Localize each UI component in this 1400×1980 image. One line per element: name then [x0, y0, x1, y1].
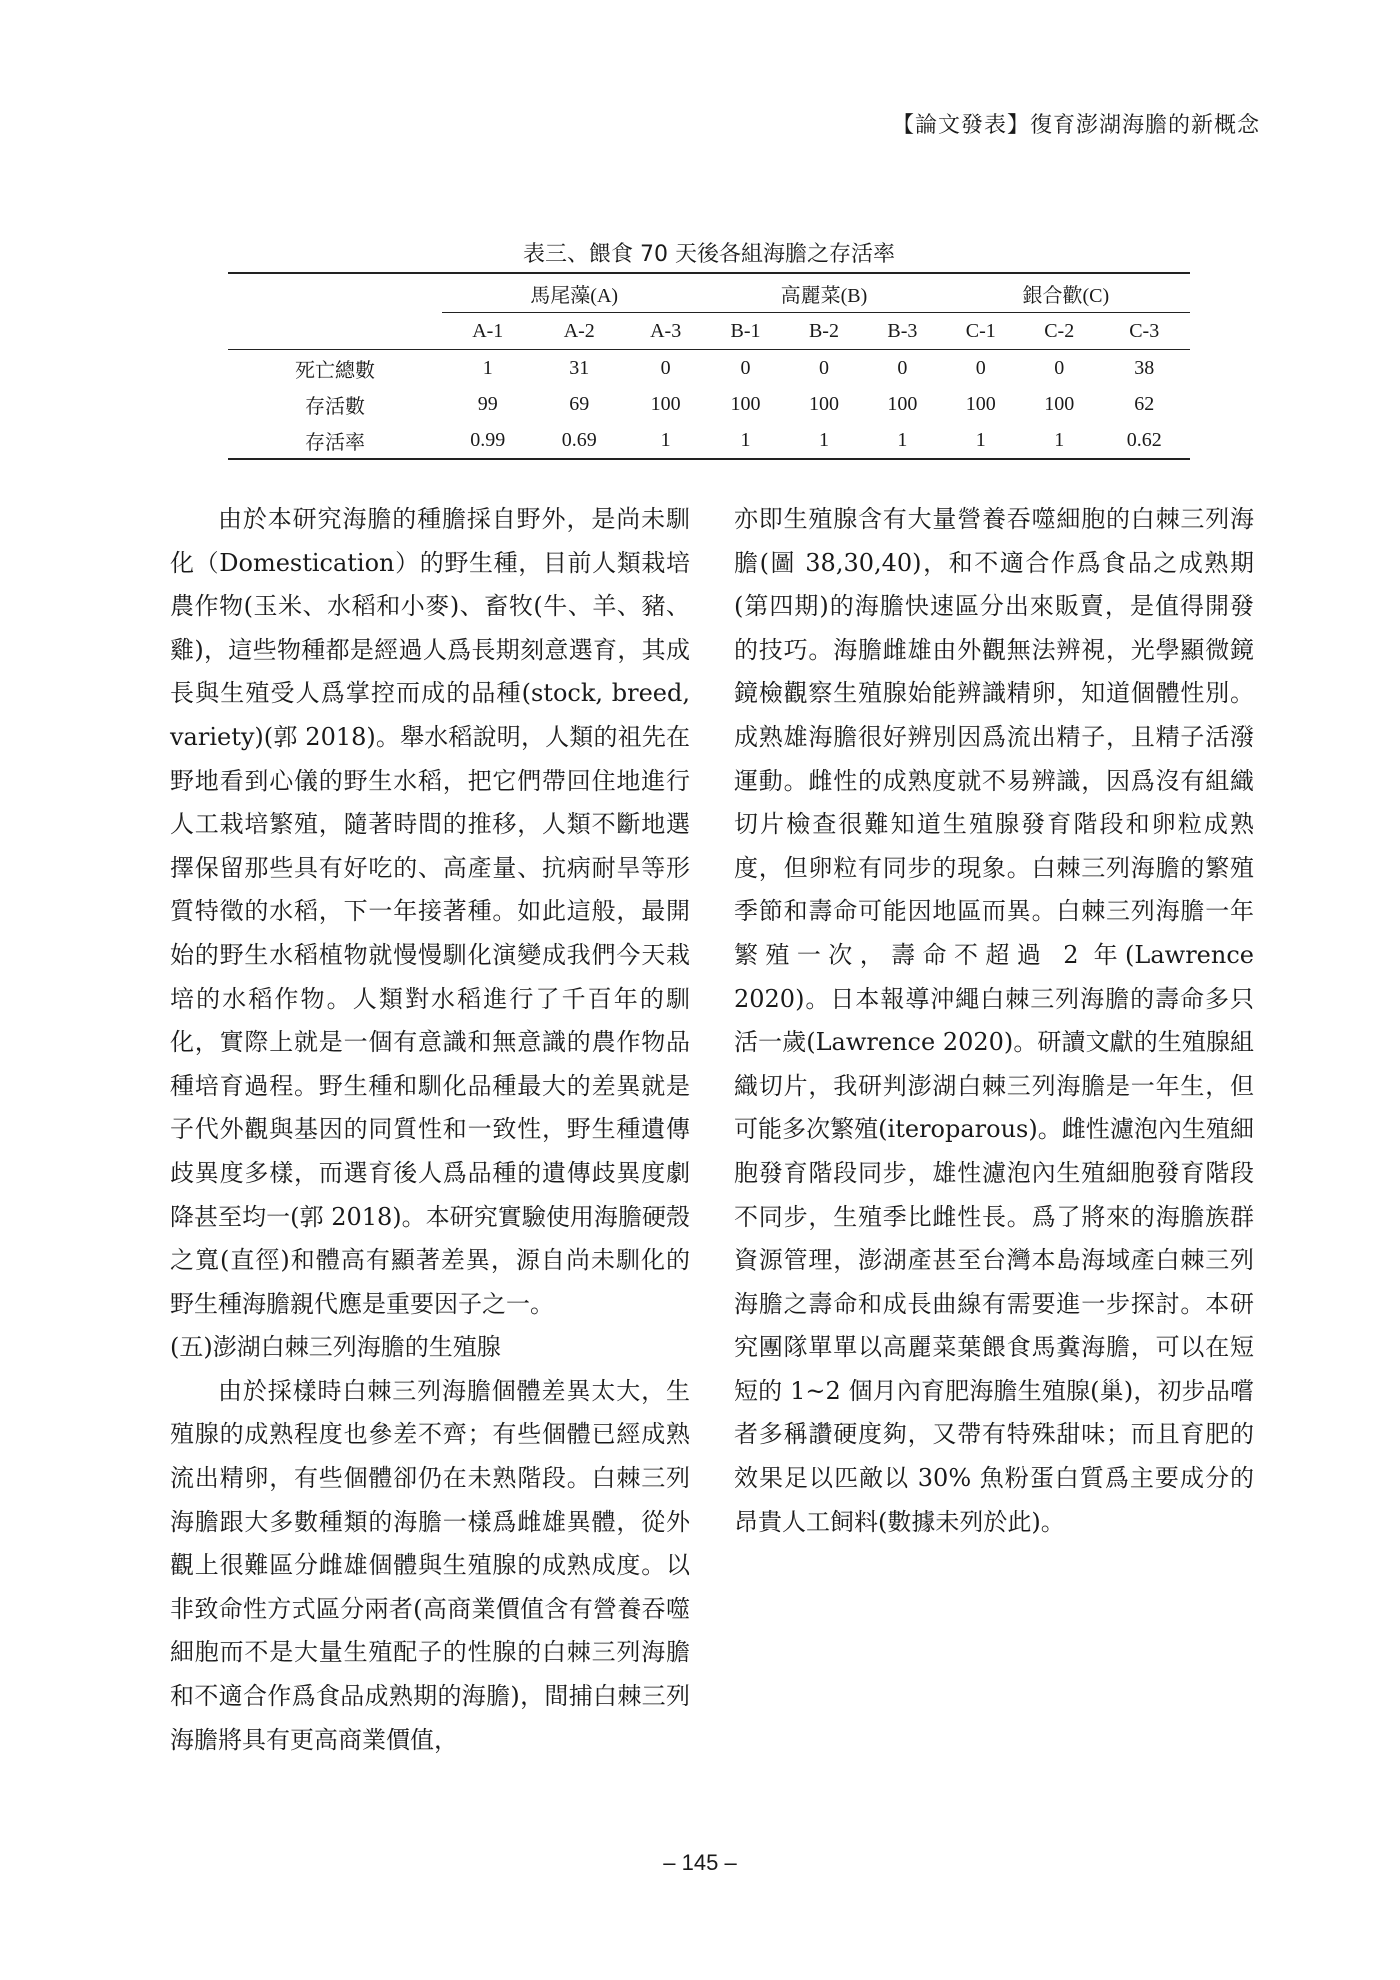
- right-column: [734, 498, 1254, 1544]
- table-cell: 1: [863, 422, 941, 459]
- table-cell: 1: [942, 422, 1020, 459]
- table-cell: 1: [625, 422, 706, 459]
- table-cell: 31: [569, 356, 590, 379]
- table-subgroup-header-row: [228, 313, 1190, 350]
- survival-table-block: [228, 240, 1190, 460]
- page-number: – 145 –: [663, 1850, 737, 1875]
- subgroup-header: C-3: [1098, 313, 1190, 350]
- subgroup-header: A-3: [625, 313, 706, 350]
- table-cell: 0: [660, 356, 671, 379]
- row-label: 存活率: [228, 422, 442, 459]
- running-head: 【論文發表】復育澎湖海膽的新概念: [891, 113, 1260, 138]
- left-column: [170, 498, 690, 1762]
- subgroup-header: A-2: [534, 313, 626, 350]
- table-cell: 0.62: [1098, 422, 1190, 459]
- table-cell: 100: [808, 392, 839, 415]
- table-corner-cell: [228, 273, 442, 313]
- table-row: [228, 350, 1190, 387]
- row-label: 存活數: [305, 393, 365, 418]
- table-cell: 100: [730, 392, 761, 415]
- subgroup-header: B-1: [706, 313, 784, 350]
- table-cell: 0: [897, 356, 908, 379]
- group-header-c: 銀合歡(C): [942, 273, 1190, 313]
- table-cell: 0.99: [442, 422, 534, 459]
- table-corner-cell: [228, 313, 442, 350]
- table-row: [228, 386, 1190, 422]
- table-cell: 100: [650, 392, 681, 415]
- table-cell: 100: [1044, 392, 1075, 415]
- table-group-header-row: [228, 273, 1190, 313]
- table-cell: 0: [740, 356, 751, 379]
- table-cell: 62: [1134, 392, 1155, 415]
- table-cell: 38: [1134, 356, 1155, 379]
- table-cell: 99: [477, 392, 498, 415]
- subgroup-header: C-2: [1020, 313, 1098, 350]
- subgroup-header: B-2: [785, 313, 863, 350]
- table-cell: 0: [975, 356, 986, 379]
- table-cell: 1: [706, 422, 784, 459]
- table-cell: 100: [965, 392, 996, 415]
- table-cell: 0: [1054, 356, 1065, 379]
- subgroup-header: A-1: [442, 313, 534, 350]
- body-paragraph: 由於本研究海膽的種膽採自野外，是尚未馴化（Domestication）的野生種，目前人類栽培農作物(玉米、水稻和小麥)、畜牧(牛、羊、豬、雞)，這些物種都是經過人爲長期刻意選育，其成長與生殖受人爲掌控而成的品種(stock, breed, variety)(郭 2018)。舉水稻說明，人類的祖先在野地看到心儀的野生水稻，把它們帶回住地進行人工栽培繁殖，隨著時間的推移，人類不斷地選擇保留那些具有好吃的、高產量、抗病耐旱等形質特徵的水稻，下一年接著種。如此這般，最開始的野生水稻植物就慢慢馴化演變成我們今天栽培的水稻作物。人類對水稻進行了千百年的馴化，實際上就是一個有意識和無意識的農作物品種培育過程。野生種和馴化品種最大的差異就是子代外觀與基因的同質性和一致性，野生種遺傳歧異度多樣，而選育後人爲品種的遺傳歧異度劇降甚至均一(郭 2018)。本研究實驗使用海膽硬殼之寬(直徑)和體高有顯著差異，源自尚未馴化的野生種海膽親代應是重要因子之一。: [170, 505, 690, 1318]
- section-heading: (五)澎湖白棘三列海膽的生殖腺: [170, 1333, 501, 1362]
- table-cell: 0.69: [534, 422, 626, 459]
- table-cell: 1: [482, 356, 493, 379]
- survival-table: [228, 272, 1190, 460]
- table-cell: 69: [569, 392, 590, 415]
- table-cell: 1: [1020, 422, 1098, 459]
- body-paragraph: 由於採樣時白棘三列海膽個體差異太大，生殖腺的成熟程度也參差不齊；有些個體已經成熟流出精卵，有些個體卻仍在未熟階段。白棘三列海膽跟大多數種類的海膽一樣爲雌雄異體，從外觀上很難區分雌雄個體與生殖腺的成熟成度。以非致命性方式區分兩者(高商業價值含有營養吞噬細胞而不是大量生殖配子的性腺的白棘三列海膽和不適合作爲食品成熟期的海膽)，間捕白棘三列海膽將具有更高商業價值，: [170, 1376, 690, 1754]
- body-paragraph: 亦即生殖腺含有大量營養吞噬細胞的白棘三列海膽(圖 38,30,40)，和不適合作爲食品之成熟期(第四期)的海膽快速區分出來販賣，是值得開發的技巧。海膽雌雄由外觀無法辨視，光學顯微鏡鏡檢觀察生殖腺始能辨識精卵，知道個體性別。成熟雄海膽很好辨別因爲流出精子，且精子活潑運動。雌性的成熟度就不易辨識，因爲沒有組織切片檢查很難知道生殖腺發育階段和卵粒成熟度，但卵粒有同步的現象。白棘三列海膽的繁殖季節和壽命可能因地區而異。白棘三列海膽一年繁殖一次，壽命不超過 2 年(Lawrence 2020)。日本報導沖繩白棘三列海膽的壽命多只活一歲(Lawrence 2020)。研讀文獻的生殖腺組織切片，我研判澎湖白棘三列海膽是一年生，但可能多次繁殖(iteroparous)。雌性濾泡內生殖細胞發育階段同步，雄性濾泡內生殖細胞發育階段不同步，生殖季比雌性長。爲了將來的海膽族群資源管理，澎湖產甚至台灣本島海域產白棘三列海膽之壽命和成長曲線有需要進一步探討。本研究團隊單單以高麗菜葉餵食馬糞海膽，可以在短短的 1~2 個月內育肥海膽生殖腺(巢)，初步品嚐者多稱讚硬度夠，又帶有特殊甜味；而且育肥的效果足以匹敵以 30% 魚粉蛋白質爲主要成分的昂貴人工飼料(數據未列於此)。: [734, 505, 1254, 1536]
- table-cell: 1: [785, 422, 863, 459]
- table-cell: 100: [887, 392, 918, 415]
- table-row: [228, 422, 1190, 459]
- row-label: 死亡總數: [295, 357, 375, 382]
- table-cell: 0: [818, 356, 829, 379]
- subgroup-header: C-1: [942, 313, 1020, 350]
- group-header-a: 馬尾藻(A): [442, 273, 706, 313]
- table-caption: 表三、餵食 70 天後各組海膽之存活率: [523, 242, 895, 267]
- subgroup-header: B-3: [863, 313, 941, 350]
- group-header-b: 高麗菜(B): [706, 273, 941, 313]
